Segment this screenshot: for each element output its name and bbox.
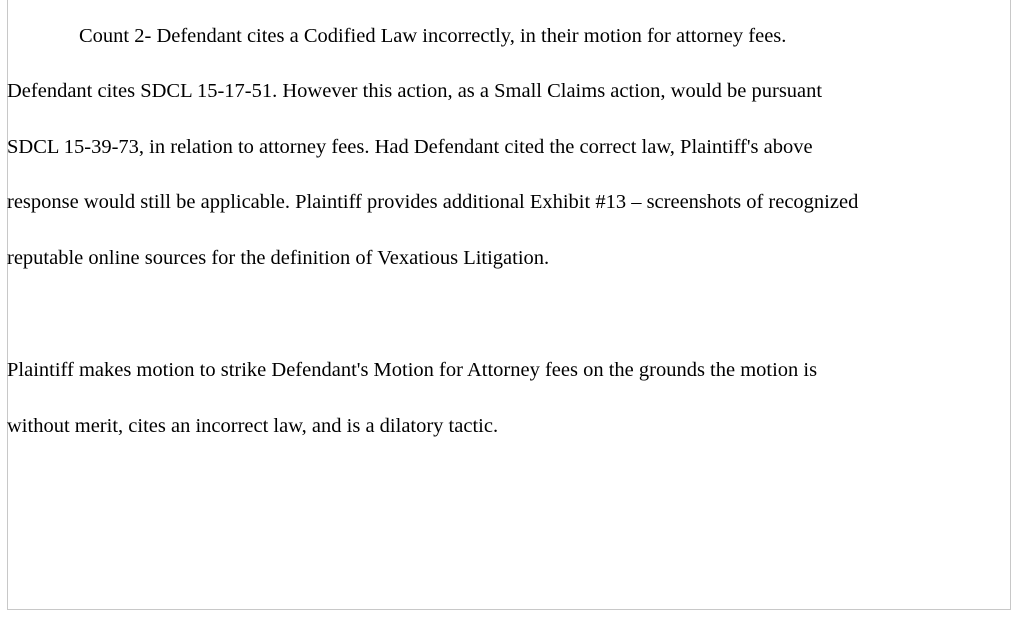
text-line: response would still be applicable. Plaintiff provides additional Exhibit #13 – screenshots of recognized: [7, 191, 859, 213]
text-line: Plaintiff makes motion to strike Defendant's Motion for Attorney fees on the grounds the motion is: [7, 359, 818, 381]
text-line: without merit, cites an incorrect law, and is a dilatory tactic.: [7, 415, 499, 437]
text-line: Defendant cites SDCL 15-17-51. However this action, as a Small Claims action, would be pursuant: [7, 80, 823, 102]
text-line: reputable online sources for the definition of Vexatious Litigation.: [7, 247, 550, 269]
text-line: SDCL 15-39-73, in relation to attorney fees. Had Defendant cited the correct law, Plaintiff's above: [7, 136, 813, 158]
text-line: Count 2- Defendant cites a Codified Law incorrectly, in their motion for attorney fees.: [79, 25, 787, 47]
